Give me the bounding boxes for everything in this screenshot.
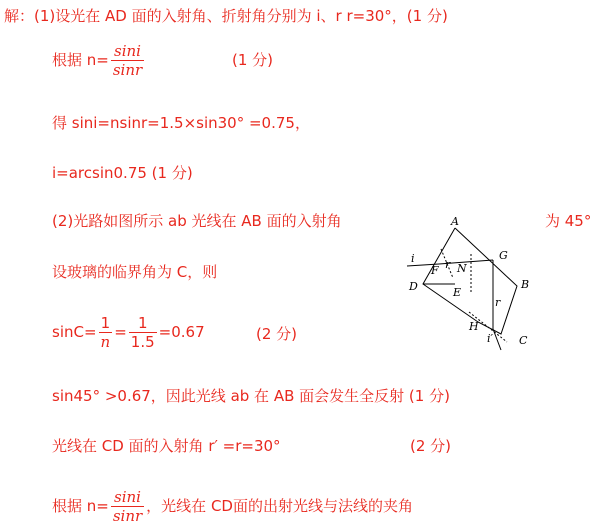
fraction (99, 314, 113, 351)
score-label: (1 分) (232, 51, 274, 69)
formula-prefix: 根据 n= (52, 497, 109, 515)
fraction-numerator: 1 (100, 314, 111, 332)
fraction-numerator: 1 (137, 314, 148, 332)
score-label: (2 分) (256, 325, 298, 343)
solution-line-3 (52, 113, 310, 133)
fraction (129, 314, 157, 351)
label-g: G (499, 249, 508, 262)
solution-text: sin45° >0.67，因此光线 ab 在 AB 面会发生全反射 (1 分) (52, 387, 450, 405)
solution-line-4 (52, 163, 193, 183)
label-n: N (457, 262, 467, 275)
solution-line-5-right (545, 211, 591, 231)
label-i: i (411, 252, 415, 265)
fraction (111, 488, 144, 525)
optics-prism-diagram (405, 214, 540, 352)
label-a: A (451, 215, 459, 228)
label-c: C (519, 334, 528, 347)
solution-text: (2)光路如图所示 ab 光线在 AB 面的入射角 (52, 212, 342, 230)
equals-sign: = (114, 323, 127, 341)
solution-line-10 (52, 488, 413, 525)
label-r: r (445, 258, 451, 271)
formula-prefix: sinC= (52, 323, 97, 341)
solution-line-5 (52, 211, 342, 231)
score-label: (2 分) (410, 437, 452, 455)
label-r-2: r (495, 296, 501, 309)
solution-text: 设玻璃的临界角为 C，则 (52, 263, 218, 281)
fraction-numerator: sini (114, 42, 141, 60)
solution-text: 得 sini=nsinr=1.5×sin30° =0.75， (52, 114, 310, 132)
solution-line-1 (4, 6, 448, 26)
fraction-denominator: 1.5 (130, 333, 155, 351)
solution-line-8 (52, 386, 450, 406)
solution-line-6 (52, 262, 217, 282)
solution-text: 光线在 CD 面的入射角 r′ =r=30° (52, 437, 281, 455)
fraction-denominator: sinr (112, 507, 143, 525)
formula-suffix: =0.67 (158, 323, 205, 341)
fraction-denominator: n (100, 333, 111, 351)
solution-line-2 (52, 42, 274, 79)
formula-prefix: 根据 n= (52, 51, 109, 69)
prism-outline (423, 228, 517, 334)
label-d: D (409, 280, 418, 293)
fraction-denominator: sinr (112, 61, 143, 79)
label-f: F (431, 264, 439, 277)
fraction-numerator: sini (114, 488, 141, 506)
fraction (111, 42, 144, 79)
solution-text: i=arcsin0.75 (1 分) (52, 164, 193, 182)
solution-line-7 (52, 314, 298, 351)
solution-text: 解：(1)设光在 AD 面的入射角、折射角分别为 i、r r=30°，(1 分) (4, 7, 448, 25)
label-e: E (453, 286, 462, 299)
solution-line-9 (52, 436, 452, 456)
label-i-prime: i′ (487, 332, 494, 345)
label-b: B (521, 278, 530, 291)
formula-suffix: ，光线在 CD面的出射光线与法线的夹角 (146, 497, 413, 515)
label-h: H (469, 320, 479, 333)
solution-text: 为 45° (545, 212, 592, 230)
